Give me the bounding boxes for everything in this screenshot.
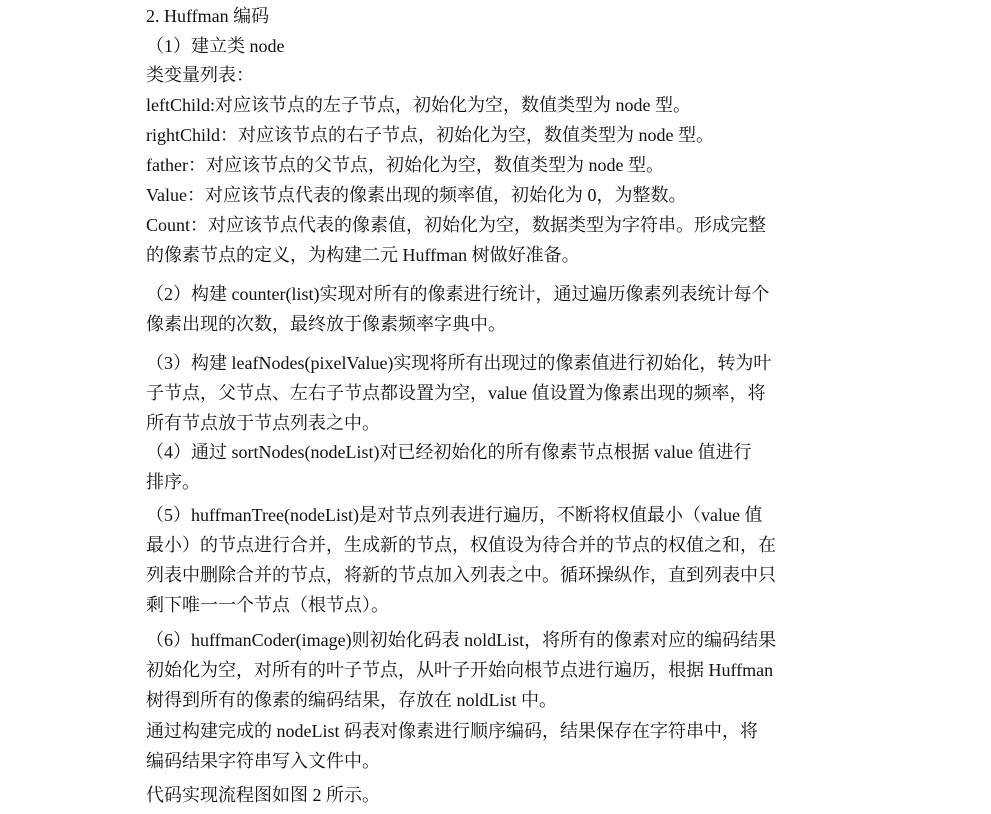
paragraph-line: 像素出现的次数，最终放于像素频率字典中。 [146, 314, 506, 334]
paragraph-line: 编码结果字符串写入文件中。 [146, 751, 380, 771]
paragraph-line: （6）huffmanCoder(image)则初始化码表 noldList，将所有的像素对应的编码结果 [146, 630, 777, 650]
paragraph-line: 最小）的节点进行合并，生成新的节点，权值设为待合并的节点的权值之和，在 [146, 535, 776, 555]
paragraph-line: 代码实现流程图如图 2 所示。 [146, 785, 380, 805]
paragraph-line: father：对应该节点的父节点，初始化为空，数值类型为 node 型。 [146, 155, 664, 175]
paragraph-line: leftChild:对应该节点的左子节点，初始化为空，数值类型为 node 型。 [146, 95, 691, 115]
section-heading: 2. Huffman 编码 [146, 6, 270, 26]
subsection-heading: （1）建立类 node [146, 36, 285, 56]
paragraph-line: 排序。 [146, 472, 200, 492]
paragraph-line: （5）huffmanTree(nodeList)是对节点列表进行遍历，不断将权值最小（value 值 [146, 505, 763, 525]
paragraph-line: （2）构建 counter(list)实现对所有的像素进行统计，通过遍历像素列表统计每个 [146, 284, 770, 304]
paragraph-line: 树得到所有的像素的编码结果，存放在 noldList 中。 [146, 690, 558, 710]
paragraph-line: 初始化为空，对所有的叶子节点，从叶子开始向根节点进行遍历，根据 Huffman [146, 660, 774, 680]
paragraph-line: 的像素节点的定义，为构建二元 Huffman 树做好准备。 [146, 245, 580, 265]
paragraph-line: （4）通过 sortNodes(nodeList)对已经初始化的所有像素节点根据 value 值进行 [146, 442, 752, 462]
paragraph-line: 通过构建完成的 nodeList 码表对像素进行顺序编码，结果保存在字符串中，将 [146, 721, 758, 741]
paragraph-line: 类变量列表： [146, 65, 254, 85]
paragraph-line: 子节点，父节点、左右子节点都设置为空，value 值设置为像素出现的频率，将 [146, 383, 766, 403]
paragraph-line: rightChild：对应该节点的右子节点，初始化为空，数值类型为 node 型。 [146, 125, 714, 145]
paragraph-line: 剩下唯一一个节点（根节点）。 [146, 595, 389, 615]
paragraph-line: 所有节点放于节点列表之中。 [146, 413, 380, 433]
paragraph-line: 列表中删除合并的节点，将新的节点加入列表之中。循环操纵作，直到列表中只 [146, 565, 776, 585]
paragraph-line: Value：对应该节点代表的像素出现的频率值，初始化为 0，为整数。 [146, 185, 687, 205]
paragraph-line: （3）构建 leafNodes(pixelValue)实现将所有出现过的像素值进行初始化，转为叶 [146, 353, 772, 373]
paragraph-line: Count：对应该节点代表的像素值，初始化为空，数据类型为字符串。形成完整 [146, 215, 767, 235]
